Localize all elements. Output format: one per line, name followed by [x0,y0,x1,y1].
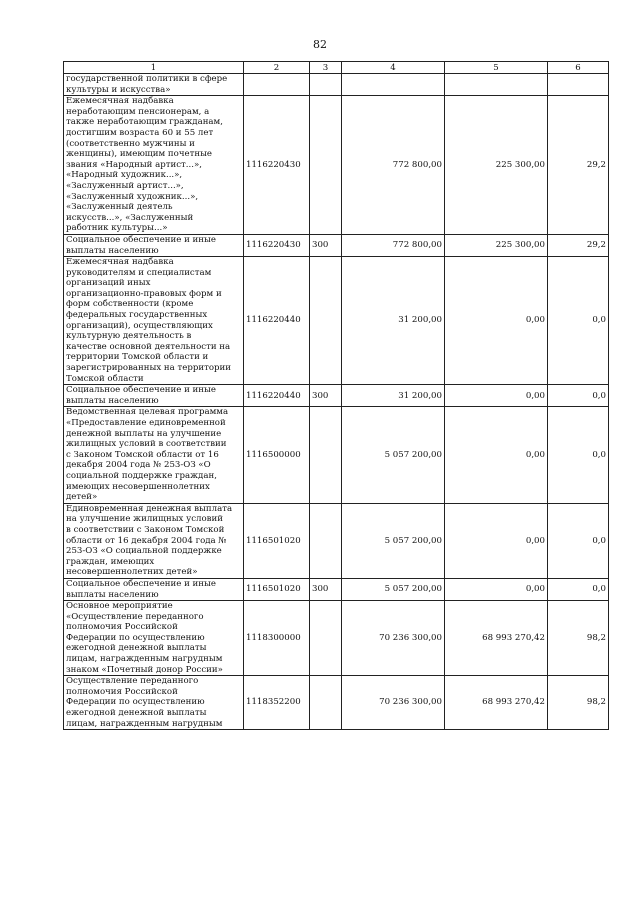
row-plan [342,74,445,96]
table-row [64,503,609,578]
row-name: Осуществление переданного полномочия Российской Федерации по осуществлению ежегодной денежной выплаты лицам, награжденным нагрудным [64,676,244,730]
column-header-1: 1 [64,62,244,74]
row-name: Социальное обеспечение и иные выплаты населению [64,385,244,407]
row-expense-type [310,96,342,235]
row-fact: 68 993 270,42 [445,601,548,676]
row-expense-type: 300 [310,234,342,256]
row-fact: 225 300,00 [445,96,548,235]
row-fact: 0,00 [445,385,548,407]
row-percent: 0,0 [548,257,609,385]
row-expense-type: 300 [310,578,342,600]
row-percent: 98,2 [548,676,609,730]
row-fact: 0,00 [445,578,548,600]
table-row [64,578,609,600]
row-plan: 31 200,00 [342,385,445,407]
row-percent: 0,0 [548,503,609,578]
page-number: 82 [313,38,327,51]
row-name: Социальное обеспечение и иные выплаты населению [64,578,244,600]
column-header-3: 3 [310,62,342,74]
row-fact: 0,00 [445,407,548,503]
row-code: 1116501020 [244,578,310,600]
row-expense-type [310,601,342,676]
row-fact: 0,00 [445,257,548,385]
table-row [64,601,609,676]
row-expense-type [310,503,342,578]
row-name: Единовременная денежная выплата на улучшение жилищных условий в соответствии с Законом Томской области от 16 декабря 2004 года № 253-ОЗ «О социальной поддержке граждан, имеющих несовершеннолетних детей» [64,503,244,578]
table-row [64,676,609,730]
table-row [64,96,609,235]
table-row [64,385,609,407]
row-plan: 70 236 300,00 [342,676,445,730]
row-code: 1116220430 [244,234,310,256]
row-plan: 772 800,00 [342,96,445,235]
row-plan: 5 057 200,00 [342,503,445,578]
row-expense-type: 300 [310,385,342,407]
row-expense-type [310,676,342,730]
column-header-4: 4 [342,62,445,74]
row-code: 1118352200 [244,676,310,730]
row-name: Основное мероприятие «Осуществление переданного полномочия Российской Федерации по осуществлению ежегодной денежной выплаты лицам, награжденным нагрудным знаком «Почетный донор России» [64,601,244,676]
column-header-5: 5 [445,62,548,74]
row-code: 1116500000 [244,407,310,503]
row-code: 1116220440 [244,257,310,385]
table-header-row [64,62,609,74]
row-plan: 31 200,00 [342,257,445,385]
row-expense-type [310,257,342,385]
row-name: государственной политики в сфере культуры и искусства» [64,74,244,96]
budget-table [63,61,609,730]
row-name: Ведомственная целевая программа «Предоставление единовременной денежной выплаты на улучшение жилищных условий в соответствии с Законом Томской области от 16 декабря 2004 года № 253-ОЗ «О социальной поддержке граждан, имеющих несовершеннолетних детей» [64,407,244,503]
row-fact: 225 300,00 [445,234,548,256]
row-name: Ежемесячная надбавка неработающим пенсионерам, а также неработающим гражданам, достигшим возраста 60 и 55 лет (соответственно мужчины и женщины), имеющим почетные звания «Народный артист...», «Народный художник...», «Заслуженный артист...», «Заслуженный художник...», «Заслуженный деятель искусств...», «Заслуженный работник культуры...» [64,96,244,235]
row-fact: 0,00 [445,503,548,578]
column-header-6: 6 [548,62,609,74]
row-code: 1116220440 [244,385,310,407]
row-expense-type [310,407,342,503]
row-code: 1116501020 [244,503,310,578]
row-code: 1118300000 [244,601,310,676]
row-code: 1116220430 [244,96,310,235]
row-percent: 29,2 [548,234,609,256]
row-plan: 772 800,00 [342,234,445,256]
row-fact [445,74,548,96]
table-row [64,257,609,385]
row-plan: 5 057 200,00 [342,578,445,600]
row-percent: 0,0 [548,578,609,600]
row-fact: 68 993 270,42 [445,676,548,730]
row-name: Ежемесячная надбавка руководителям и специалистам организаций иных организационно-правовых форм и форм собственности (кроме федеральных государственных организаций), осуществляющих культурную деятельность в качестве основной деятельности на территории Томской области и зарегистрированных на территории Томской области [64,257,244,385]
row-plan: 5 057 200,00 [342,407,445,503]
row-percent: 0,0 [548,407,609,503]
column-header-2: 2 [244,62,310,74]
table-row [64,234,609,256]
row-code [244,74,310,96]
row-plan: 70 236 300,00 [342,601,445,676]
table-row [64,407,609,503]
row-percent: 0,0 [548,385,609,407]
row-percent [548,74,609,96]
row-percent: 29,2 [548,96,609,235]
row-expense-type [310,74,342,96]
row-name: Социальное обеспечение и иные выплаты населению [64,234,244,256]
table-row [64,74,609,96]
row-percent: 98,2 [548,601,609,676]
